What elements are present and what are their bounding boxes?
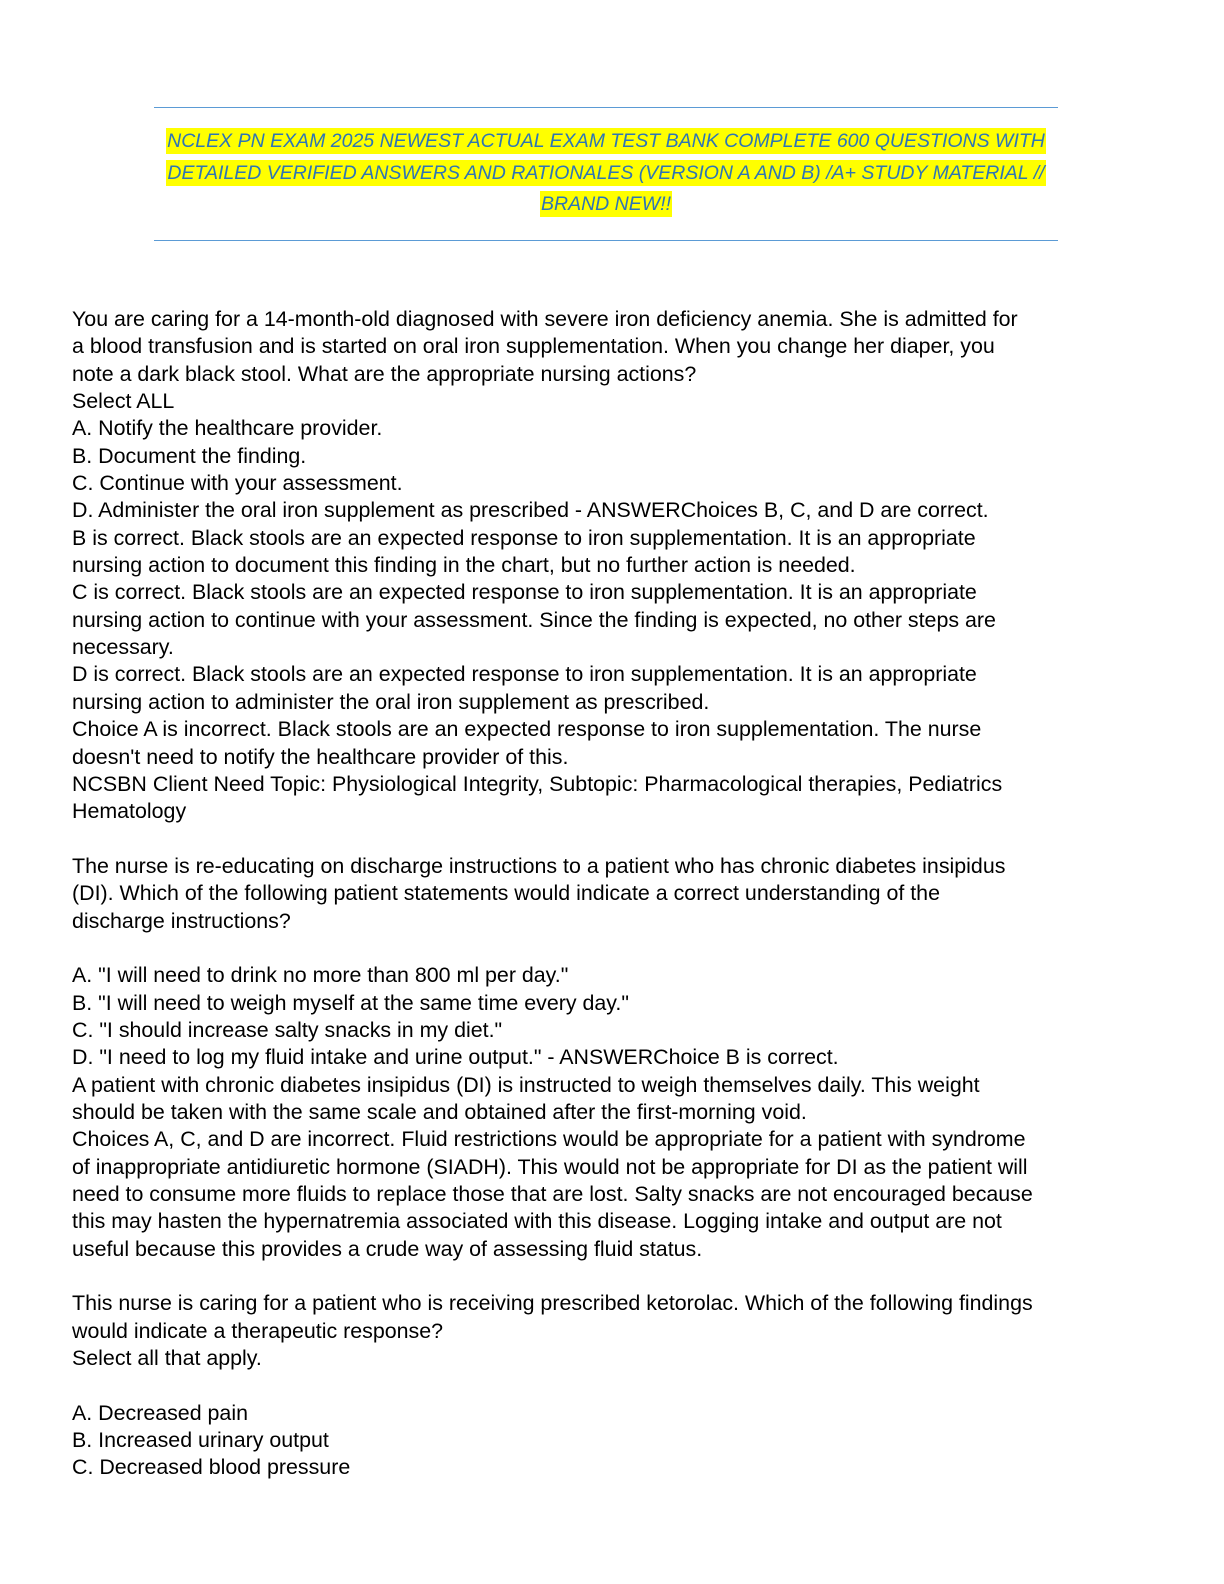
text-line: C. Continue with your assessment. bbox=[72, 471, 403, 496]
text-line: necessary. bbox=[72, 635, 174, 660]
text-line: a blood transfusion and is started on oral iron supplementation. When you change her diaper, you bbox=[72, 334, 995, 359]
text-line: C. "I should increase salty snacks in my diet." bbox=[72, 1017, 503, 1042]
text-line: nursing action to continue with your assessment. Since the finding is expected, no other steps are bbox=[72, 607, 996, 632]
text-line: A. Decreased pain bbox=[72, 1400, 248, 1425]
blank-line bbox=[72, 1372, 1152, 1399]
text-line: B. "I will need to weigh myself at the same time every day." bbox=[72, 990, 629, 1015]
text-line: C. Decreased blood pressure bbox=[72, 1455, 351, 1480]
text-line: need to consume more fluids to replace those that are lost. Salty snacks are not encouraged because bbox=[72, 1182, 1033, 1206]
text-line: Choices A, C, and D are incorrect. Fluid restrictions would be appropriate for a patient with syndrome bbox=[72, 1127, 1026, 1152]
text-line: B. Increased urinary output bbox=[72, 1428, 329, 1453]
document-title bbox=[154, 126, 1058, 221]
text-line: Select ALL bbox=[72, 389, 175, 414]
blank-line bbox=[72, 826, 1152, 853]
text-line: D. "I need to log my fluid intake and urine output." - ANSWERChoice B is correct. bbox=[72, 1045, 839, 1070]
text-line: B is correct. Black stools are an expected response to iron supplementation. It is an appropriate bbox=[72, 525, 976, 550]
text-line: (DI). Which of the following patient statements would indicate a correct understanding of the bbox=[72, 881, 940, 906]
text-line: A. Notify the healthcare provider. bbox=[72, 416, 383, 441]
text-line: You are caring for a 14-month-old diagnosed with severe iron deficiency anemia. She is admitted for bbox=[72, 307, 1018, 331]
text-line: nursing action to document this finding in the chart, but no further action is needed. bbox=[72, 553, 856, 578]
header-bottom-rule bbox=[154, 240, 1058, 241]
text-line: This nurse is caring for a patient who is receiving prescribed ketorolac. Which of the following findings bbox=[72, 1291, 1033, 1316]
text-line: Select all that apply. bbox=[72, 1346, 262, 1371]
text-line: would indicate a therapeutic response? bbox=[72, 1318, 444, 1343]
text-line: A. "I will need to drink no more than 800 ml per day." bbox=[72, 963, 569, 988]
document-title-text: NCLEX PN EXAM 2025 NEWEST ACTUAL EXAM TEST BANK COMPLETE 600 QUESTIONS WITH DETAILED VERIFIED ANSWERS AND RATIONALES (VERSION A AND B) /A+ STUDY MATERIAL // BRAND NEW!! bbox=[167, 130, 1045, 215]
text-line: D. Administer the oral iron supplement as prescribed - ANSWERChoices B, C, and D are correct. bbox=[72, 498, 989, 523]
text-line: this may hasten the hypernatremia associated with this disease. Logging intake and output are not bbox=[72, 1209, 1002, 1234]
text-line: B. Document the finding. bbox=[72, 443, 307, 468]
blank-line bbox=[72, 1263, 1152, 1290]
header-top-rule bbox=[154, 107, 1058, 108]
text-line: A patient with chronic diabetes insipidus (DI) is instructed to weigh themselves daily. This weight bbox=[72, 1072, 980, 1097]
text-line: NCSBN Client Need Topic: Physiological Integrity, Subtopic: Pharmacological therapies, Pediatrics bbox=[72, 771, 1003, 796]
text-line: useful because this provides a crude way of assessing fluid status. bbox=[72, 1236, 703, 1261]
blank-line bbox=[72, 935, 1152, 962]
text-line: should be taken with the same scale and obtained after the first-morning void. bbox=[72, 1099, 807, 1124]
text-line: Choice A is incorrect. Black stools are an expected response to iron supplementation. The nurse bbox=[72, 717, 982, 742]
text-line: D is correct. Black stools are an expected response to iron supplementation. It is an appropriate bbox=[72, 662, 977, 687]
text-line: nursing action to administer the oral iron supplement as prescribed. bbox=[72, 689, 710, 714]
text-line: Hematology bbox=[72, 799, 187, 824]
text-line: of inappropriate antidiuretic hormone (SIADH). This would not be appropriate for DI as the patient will bbox=[72, 1154, 1028, 1179]
text-line: note a dark black stool. What are the appropriate nursing actions? bbox=[72, 361, 697, 386]
document-body bbox=[72, 306, 1152, 1482]
text-line: The nurse is re-educating on discharge instructions to a patient who has chronic diabetes insipidus bbox=[72, 853, 1006, 878]
text-line: discharge instructions? bbox=[72, 908, 291, 933]
text-line: doesn't need to notify the healthcare provider of this. bbox=[72, 744, 569, 769]
text-line: C is correct. Black stools are an expected response to iron supplementation. It is an appropriate bbox=[72, 580, 977, 605]
